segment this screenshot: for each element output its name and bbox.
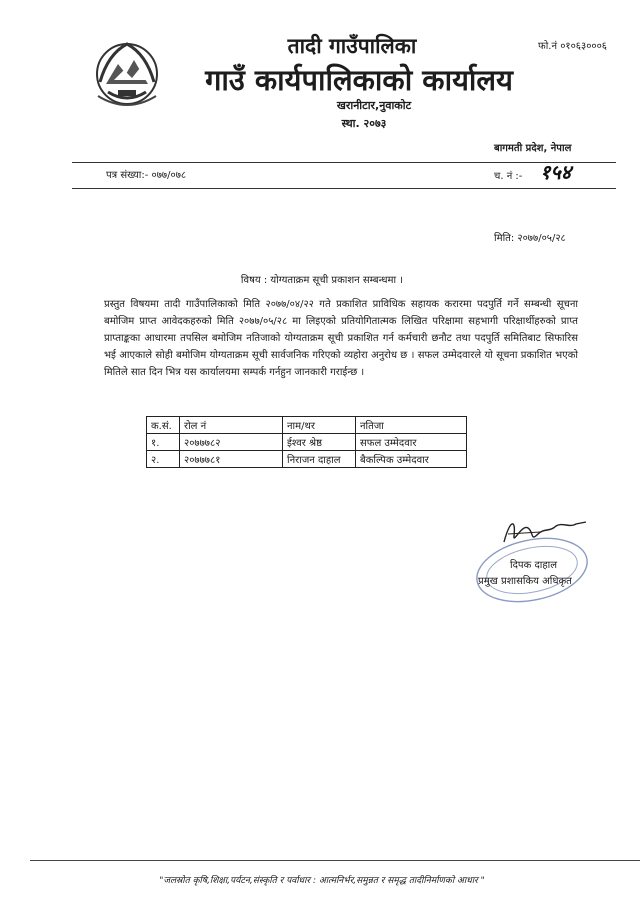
table-header-cell: रोल नं [180, 417, 283, 434]
table-cell: १. [147, 434, 180, 451]
table-cell: २. [147, 451, 180, 468]
established-year: स्था. २०७३ [341, 117, 387, 130]
table-row [147, 434, 467, 451]
letter-subject: विषय : योग्यताक्रम सूची प्रकाशन सम्बन्धमा । [240, 275, 404, 286]
result-table [146, 416, 467, 468]
letter-body: प्रस्तुत विषयमा तादी गाउँपालिकाको मिति २०७७/०४/२२ गते प्रकाशित प्राविधिक सहायक करारमा पदपुर्ति गर्ने सम्बन्धी सूचना बमोजिम प्राप्त आवेदकहरुको मिति २०७७/०५/२८ मा लिइएको प्रतियोगितात्मक लिखित परिक्षामा सहभागी परिक्षार्थीहरुको प्राप्त प्राप्ताङ्कका आधारमा तपसिल बमोजिम नतिजाको योग्यताक्रम सूची प्रकाशित गर्न कर्मचारी छनौट तथा पदपुर्ति समितिबाट सिफारिस भई आएकाले सोही बमोजिम योग्यताक्रम सूची सार्वजनिक गरिएको व्यहोरा अनुरोध छ । सफल उम्मेदवारले यो सूचना प्रकाशित भएको मितिले सात दिन भित्र यस कार्यालयमा सम्पर्क गर्नहुन जानकारी गराईन्छ । [104, 299, 578, 378]
office-phone: फो.नं ०१०६३०००६ [538, 41, 608, 52]
footer-divider [30, 860, 640, 861]
dispatch-number-handwritten: १५४ [540, 160, 572, 184]
signatory-name: दिपक दाहाल [510, 560, 558, 571]
reference-divider [72, 188, 616, 189]
table-cell: २०७७७८२ [180, 434, 283, 451]
table-header-row [147, 417, 467, 434]
province-name: बागमती प्रदेश, नेपाल [494, 143, 572, 154]
table-cell: सफल उम्मेदवार [356, 434, 467, 451]
table-cell: बैकल्पिक उम्मेदवार [356, 451, 467, 468]
signatory-title: प्रमुख प्रशासकिय अधिकृत [478, 576, 572, 587]
office-address: खरानीटार,नुवाकोट [336, 99, 412, 112]
handwritten-signature [500, 514, 590, 550]
table-cell: ईश्वर श्रेष्ठ [283, 434, 356, 451]
table-header-cell: क.सं. [147, 417, 180, 434]
table-row [147, 451, 467, 468]
table-header-cell: नाम/थर [283, 417, 356, 434]
letter-reference-number: पत्र संख्या:- ०७७/०७८ [106, 170, 187, 181]
municipality-name: तादी गाउँपालिका [287, 34, 417, 58]
letter-date: मिति: २०७७/०५/२८ [494, 233, 566, 244]
header-divider [72, 162, 616, 163]
office-title: गाउँ कार्यपालिकाको कार्यालय [205, 63, 513, 97]
table-cell: २०७७७८१ [180, 451, 283, 468]
table-header-cell: नतिजा [356, 417, 467, 434]
footer-slogan: "जलस्रोत कृषि,शिक्षा,पर्यटन,संस्कृति र पर्वाधार : आत्मनिर्भर,समुन्नत र समृद्ध तादीनिर्माणको आधार " [159, 876, 485, 886]
dispatch-number-label: च. नं :- [494, 171, 523, 182]
table-cell: निराजन दाहाल [283, 451, 356, 468]
